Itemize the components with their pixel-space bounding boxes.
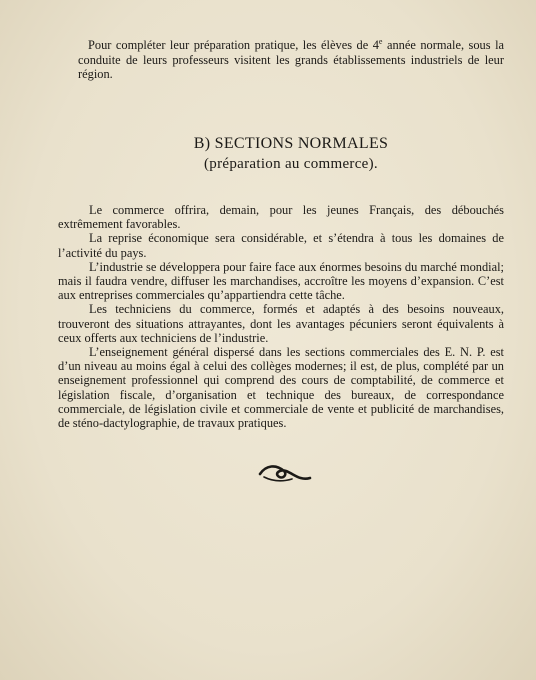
paragraph-industrie: L’industrie se développera pour faire face aux énormes besoins du marché mondial; mais il faudra vendre, diffuser les marchandises, accroître les moyens d’expansion. C’est aux entreprises commerciales qu’appartiendra cette tâche. [58, 259, 504, 303]
paragraph-debouches: Le commerce offrira, demain, pour les jeunes Français, des débouchés extrêmement favorables. [58, 203, 504, 232]
ordinal-superscript: e [378, 36, 383, 46]
section-subtitle: (préparation au commerce). [204, 156, 378, 172]
paragraph-enseignement: L’enseignement général dispersé dans les sections commerciales des E. N. P. est d’un niveau au moins égal à celui des collèges modernes; il est, de plus, complété par un enseignement professionnel qui comprend des cours de comptabilité, de commerce et législation fiscale, d’organisation et technique des bureaux, de correspondance commerciale, de législation civile et commerciale de vente et publicité de marchandises, de sténo-dactylographie, de travaux pratiques. [58, 345, 504, 431]
section-title: B) SECTIONS NORMALES [193, 135, 389, 152]
paragraph-reprise: La reprise économique sera considérable, et s’étendra à tous les domaines de l’activité du pays. [58, 231, 504, 260]
paragraph-techniciens: Les techniciens du commerce, formés et adaptés à des besoins nouveaux, trouveront des situations attrayantes, dont les avantages pécuniers seront équivalents à ceux offerts aux techniciens de l’industrie. [58, 302, 504, 345]
intro-text-start: Pour compléter leur préparation pratique, les élèves de 4 [88, 38, 379, 52]
flourish-ornament-icon [258, 462, 312, 486]
intro-paragraph [78, 38, 504, 82]
section-body [58, 203, 504, 430]
intro-text [78, 38, 504, 82]
intro-text-end: année normale, sous la conduite de leurs professeurs visitent les grands établissements industriels de leur région. [78, 38, 505, 81]
